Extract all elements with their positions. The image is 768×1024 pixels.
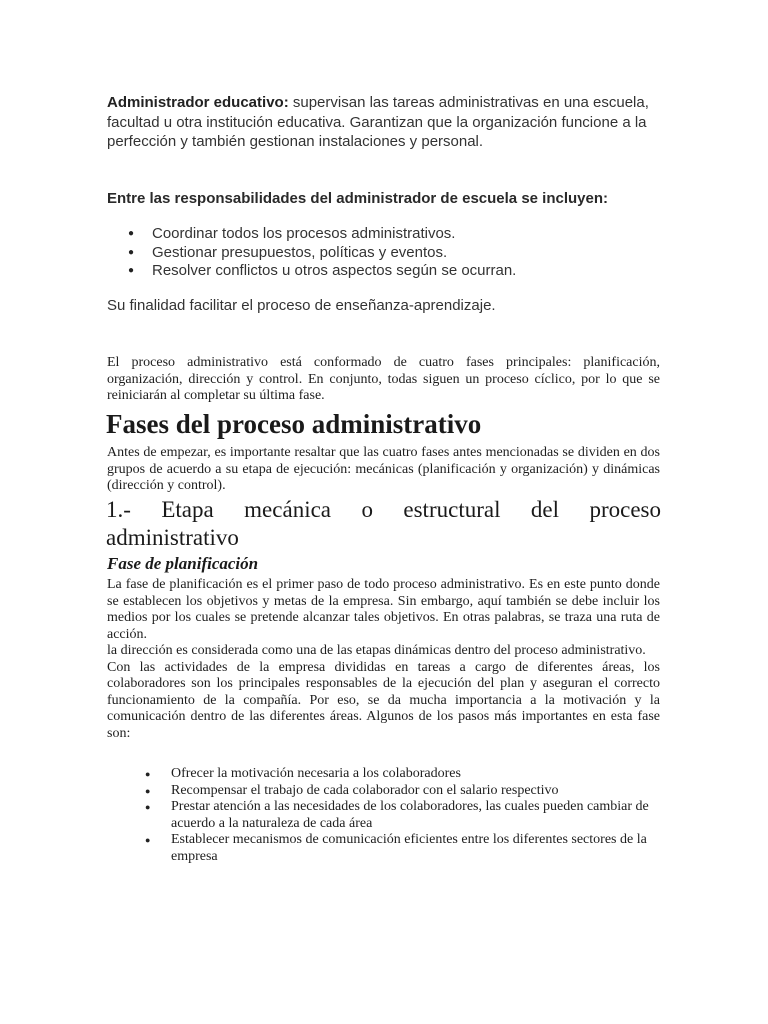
list-item-text: Recompensar el trabajo de cada colaborador con el salario respectivo: [171, 782, 559, 798]
bullet-icon: ●: [128, 246, 135, 258]
list-item-text: Establecer mecanismos de comunicación eficientes entre los diferentes sectores de la empresa: [171, 832, 647, 864]
planificacion-heading: Fase de planificación: [107, 554, 259, 573]
intro-paragraph: El proceso administrativo está conformado de cuatro fases principales: planificación, organización, dirección y control. En conjunto, todas siguen un proceso cíclico, por lo que se reiniciarán al completar su última fase.: [107, 355, 660, 403]
responsibilities-list: [128, 225, 516, 281]
bullet-icon: ●: [128, 265, 135, 276]
list-item: [145, 783, 661, 800]
list-item: [128, 225, 516, 244]
planificacion-paragraph-2: la dirección es considerada como una de las etapas dinámicas dentro del proceso administrativo.: [107, 643, 646, 658]
bullet-icon: ●: [145, 769, 151, 779]
fases-title: Fases del proceso administrativo: [106, 409, 482, 439]
list-item: [145, 799, 661, 832]
etapa-heading-line1: 1.- Etapa mecánica o estructural del proceso: [106, 497, 661, 522]
list-item: [128, 262, 516, 281]
list-item-text: Resolver conflictos u otros aspectos según se ocurran.: [152, 262, 517, 279]
bullet-icon: ●: [128, 228, 135, 239]
bullet-icon: ●: [145, 802, 151, 812]
list-item-text: Coordinar todos los procesos administrativos.: [152, 225, 456, 242]
list-item: [145, 766, 661, 783]
list-item: [128, 244, 516, 263]
planificacion-paragraph-3: Con las actividades de la empresa divididas en tareas a cargo de diferentes áreas, los colaboradores son los principales responsables de la ejecución del plan y aseguran el correcto funcionamiento de la compañía. Por eso, se da mucha importancia a la motivación y la comunicación dentro de las diferentes áreas. Algunos de los pasos más importantes en esta fase son:: [107, 659, 660, 741]
bullet-icon: ●: [145, 785, 151, 796]
admin-text: supervisan las tareas administrativas en una escuela, facultad u otra institución educativa. Garantizan que la organización funcione a la perfección y también gestionan instalaciones y personal.: [107, 94, 649, 150]
finalidad-paragraph: Su finalidad facilitar el proceso de enseñanza-aprendizaje.: [107, 297, 496, 314]
admin-label: Administrador educativo:: [107, 94, 289, 111]
etapa-heading-line2: administrativo: [106, 525, 239, 550]
list-item-text: Ofrecer la motivación necesaria a los colaboradores: [171, 766, 461, 781]
admin-definition-paragraph: [107, 93, 662, 152]
list-item-text: Prestar atención a las necesidades de los colaboradores, las cuales pueden cambiar de acuerdo a la naturaleza de cada área: [171, 799, 649, 831]
antes-paragraph: Antes de empezar, es importante resaltar que las cuatro fases antes mencionadas se dividen en dos grupos de acuerdo a su etapa de ejecución: mecánicas (planificación y organización) y dinámicas (dirección y control).: [107, 445, 660, 493]
responsibilities-heading: Entre las responsabilidades del administrador de escuela se incluyen:: [107, 190, 609, 207]
bullet-icon: ●: [145, 835, 151, 845]
planificacion-steps-list: [145, 766, 661, 865]
list-item-text: Gestionar presupuestos, políticas y eventos.: [152, 243, 448, 261]
planificacion-body: [107, 577, 660, 742]
planificacion-paragraph-1: La fase de planificación es el primer paso de todo proceso administrativo. Es en este punto donde se establecen los objetivos y metas de la empresa. Sin embargo, aquí también se debe incluir los medios por los cuales se pretende alcanzar tales objetivos. En otras palabras, se traza una ruta de acción.: [107, 577, 660, 642]
list-item: [145, 832, 661, 865]
